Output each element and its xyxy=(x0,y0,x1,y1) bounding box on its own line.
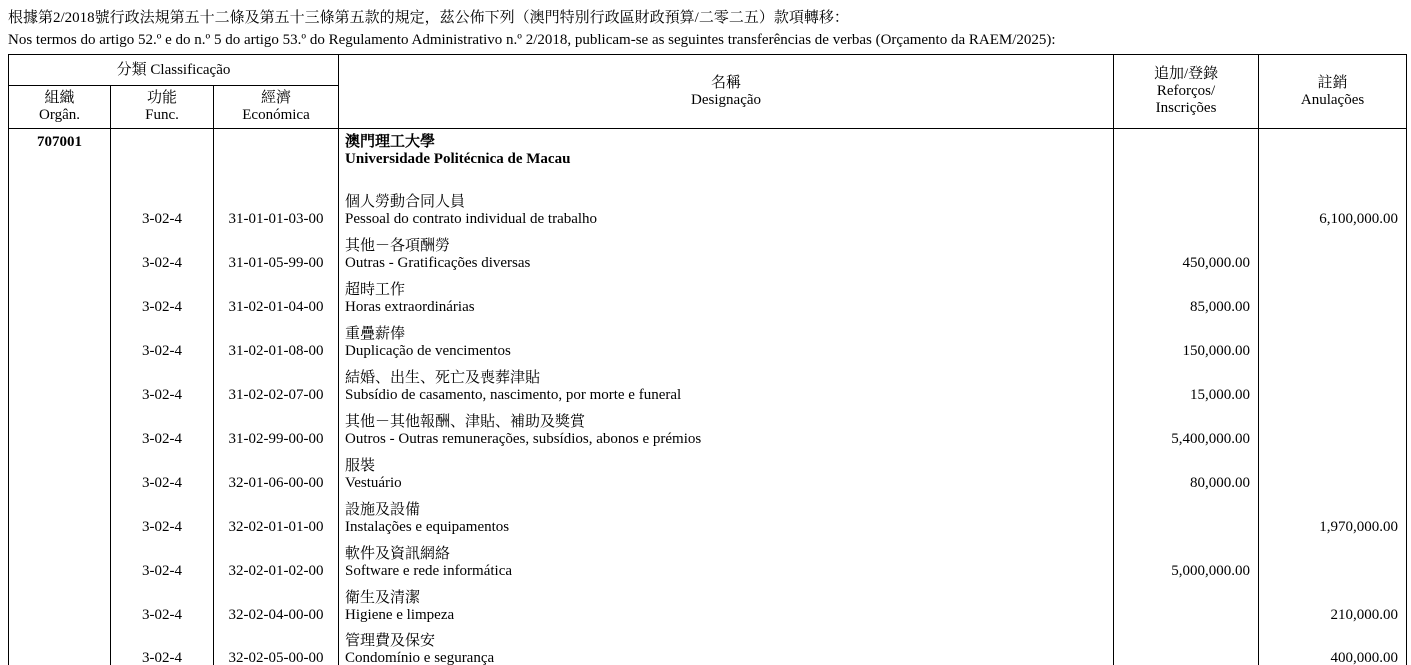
table-row xyxy=(9,365,1407,409)
org-cell xyxy=(9,541,111,585)
designation-cell xyxy=(339,541,1114,585)
reinforcement-header xyxy=(1114,55,1259,129)
designation-pt: Outros - Outras remunerações, subsídios, abonos e prémios xyxy=(345,430,702,447)
table-row xyxy=(9,541,1407,585)
econ-code: 32-02-01-02-00 xyxy=(214,541,339,585)
table-body xyxy=(9,129,1407,665)
designation-header xyxy=(339,55,1114,129)
designation-zh: 結婚、出生、死亡及喪葬津貼 xyxy=(345,369,541,386)
designation-pt: Horas extraordinárias xyxy=(345,298,475,315)
designation-pt: Instalações e equipamentos xyxy=(345,518,510,535)
org-row xyxy=(9,129,1407,189)
designation-zh: 重疊薪俸 xyxy=(345,325,406,342)
table-row xyxy=(9,277,1407,321)
designation-zh: 服裝 xyxy=(345,457,376,474)
classification-header: 分類 Classificação xyxy=(9,55,339,86)
designation-zh: 個人勞動合同人員 xyxy=(345,193,466,210)
designation-zh: 設施及設備 xyxy=(345,501,421,518)
designation-cell xyxy=(339,321,1114,365)
org-cell xyxy=(9,321,111,365)
reinforcement-amount: 150,000.00 xyxy=(1114,321,1259,365)
econ-code: 32-02-01-01-00 xyxy=(214,497,339,541)
designation-zh: 管理費及保安 xyxy=(345,633,436,649)
reinforcement-header-pt2: Inscrições xyxy=(1155,100,1217,116)
annulment-amount xyxy=(1259,233,1407,277)
econ-code: 32-02-04-00-00 xyxy=(214,585,339,629)
designation-zh: 軟件及資訊網絡 xyxy=(345,545,451,562)
org-code: 707001 xyxy=(9,129,111,189)
designation-cell xyxy=(339,629,1114,665)
designation-zh: 衛生及清潔 xyxy=(345,589,421,606)
func-code: 3-02-4 xyxy=(111,541,214,585)
table-row xyxy=(9,189,1407,233)
annulment-amount: 210,000.00 xyxy=(1259,585,1407,629)
econ-code: 31-02-99-00-00 xyxy=(214,409,339,453)
table-row xyxy=(9,497,1407,541)
org-cell xyxy=(9,189,111,233)
annulment-amount xyxy=(1259,277,1407,321)
func-code: 3-02-4 xyxy=(111,321,214,365)
org-cell xyxy=(9,497,111,541)
org-name-zh: 澳門理工大學 xyxy=(345,134,436,150)
designation-pt: Subsídio de casamento, nascimento, por morte e funeral xyxy=(345,386,682,403)
designation-pt: Vestuário xyxy=(345,474,402,491)
org-cell xyxy=(9,233,111,277)
designation-cell xyxy=(339,189,1114,233)
func-code: 3-02-4 xyxy=(111,629,214,665)
reinforcement-amount: 5,000,000.00 xyxy=(1114,541,1259,585)
designation-cell xyxy=(339,277,1114,321)
func-code: 3-02-4 xyxy=(111,189,214,233)
func-code: 3-02-4 xyxy=(111,453,214,497)
econ-code: 31-01-05-99-00 xyxy=(214,233,339,277)
designation-cell xyxy=(339,233,1114,277)
budget-transfer-table xyxy=(8,54,1407,665)
annulment-amount xyxy=(1259,541,1407,585)
designation-zh: 超時工作 xyxy=(345,281,406,298)
designation-zh: 其他－其他報酬、津貼、補助及獎賞 xyxy=(345,413,586,430)
org-header-zh: 組織 xyxy=(44,90,75,106)
func-code: 3-02-4 xyxy=(111,233,214,277)
econ-code: 32-01-06-00-00 xyxy=(214,453,339,497)
org-name-pt: Universidade Politécnica de Macau xyxy=(345,151,571,167)
table-row xyxy=(9,585,1407,629)
reinforcement-amount: 15,000.00 xyxy=(1114,365,1259,409)
designation-header-zh: 名稱 xyxy=(711,74,742,91)
org-cell xyxy=(9,365,111,409)
annulment-amount xyxy=(1259,453,1407,497)
org-reinforcement-cell xyxy=(1114,129,1259,189)
econ-code: 31-01-01-03-00 xyxy=(214,189,339,233)
intro-text-pt: Nos termos do artigo 52.º e do n.º 5 do artigo 53.º do Regulamento Administrativo n.º 2/2018, publicam-se as seguintes transferências de verbas (Orçamento da RAEM/2025): xyxy=(8,32,1056,48)
func-code: 3-02-4 xyxy=(111,277,214,321)
designation-zh: 其他－各項酬勞 xyxy=(345,237,451,254)
org-cell xyxy=(9,453,111,497)
table-row xyxy=(9,321,1407,365)
econ-header-pt: Económica xyxy=(242,107,310,123)
designation-pt: Pessoal do contrato individual de trabalho xyxy=(345,210,598,227)
table-header xyxy=(9,55,1407,129)
org-econ-cell xyxy=(214,129,339,189)
table-row xyxy=(9,409,1407,453)
org-annulment-cell xyxy=(1259,129,1407,189)
org-header-pt: Orgân. xyxy=(39,107,80,123)
annulment-header xyxy=(1259,55,1407,129)
func-code: 3-02-4 xyxy=(111,497,214,541)
designation-header-pt: Designação xyxy=(691,91,762,108)
designation-pt: Duplicação de vencimentos xyxy=(345,342,511,359)
designation-pt: Condomínio e segurança xyxy=(345,650,495,665)
org-cell xyxy=(9,409,111,453)
annulment-amount: 400,000.00 xyxy=(1259,629,1407,665)
reinforcement-amount: 85,000.00 xyxy=(1114,277,1259,321)
designation-pt: Outras - Gratificações diversas xyxy=(345,254,531,271)
econ-code: 31-02-01-04-00 xyxy=(214,277,339,321)
func-code: 3-02-4 xyxy=(111,585,214,629)
annulment-header-pt: Anulações xyxy=(1300,91,1365,108)
annulment-amount xyxy=(1259,409,1407,453)
org-name-cell xyxy=(339,129,1114,189)
func-header-pt: Func. xyxy=(145,107,179,123)
econ-code: 31-02-02-07-00 xyxy=(214,365,339,409)
func-header xyxy=(111,86,214,129)
func-code: 3-02-4 xyxy=(111,409,214,453)
annulment-amount xyxy=(1259,365,1407,409)
designation-pt: Software e rede informática xyxy=(345,562,513,579)
org-header xyxy=(9,86,111,129)
annulment-amount xyxy=(1259,321,1407,365)
table-row xyxy=(9,629,1407,665)
reinforcement-amount: 5,400,000.00 xyxy=(1114,409,1259,453)
intro-text-zh: 根據第2/2018號行政法規第五十二條及第五十三條第五款的規定，茲公佈下列（澳門特別行政區財政預算/二零二五）款項轉移： xyxy=(8,10,849,26)
org-func-cell xyxy=(111,129,214,189)
org-cell xyxy=(9,629,111,665)
annulment-header-zh: 註銷 xyxy=(1317,74,1348,91)
econ-code: 32-02-05-00-00 xyxy=(214,629,339,665)
econ-header-zh: 經濟 xyxy=(261,90,292,106)
annulment-amount: 6,100,000.00 xyxy=(1259,189,1407,233)
designation-pt: Higiene e limpeza xyxy=(345,606,455,623)
reinforcement-header-pt1: Reforços/ xyxy=(1156,83,1216,99)
func-header-zh: 功能 xyxy=(146,90,177,106)
org-cell xyxy=(9,277,111,321)
designation-cell xyxy=(339,409,1114,453)
designation-cell xyxy=(339,497,1114,541)
org-cell xyxy=(9,585,111,629)
reinforcement-amount xyxy=(1114,585,1259,629)
reinforcement-amount: 450,000.00 xyxy=(1114,233,1259,277)
reinforcement-amount xyxy=(1114,497,1259,541)
reinforcement-header-zh: 追加/登錄 xyxy=(1153,66,1219,82)
reinforcement-amount: 80,000.00 xyxy=(1114,453,1259,497)
annulment-amount: 1,970,000.00 xyxy=(1259,497,1407,541)
table-row xyxy=(9,233,1407,277)
designation-cell xyxy=(339,365,1114,409)
designation-cell xyxy=(339,585,1114,629)
table-row xyxy=(9,453,1407,497)
econ-header xyxy=(214,86,339,129)
reinforcement-amount xyxy=(1114,629,1259,665)
func-code: 3-02-4 xyxy=(111,365,214,409)
econ-code: 31-02-01-08-00 xyxy=(214,321,339,365)
reinforcement-amount xyxy=(1114,189,1259,233)
designation-cell xyxy=(339,453,1114,497)
